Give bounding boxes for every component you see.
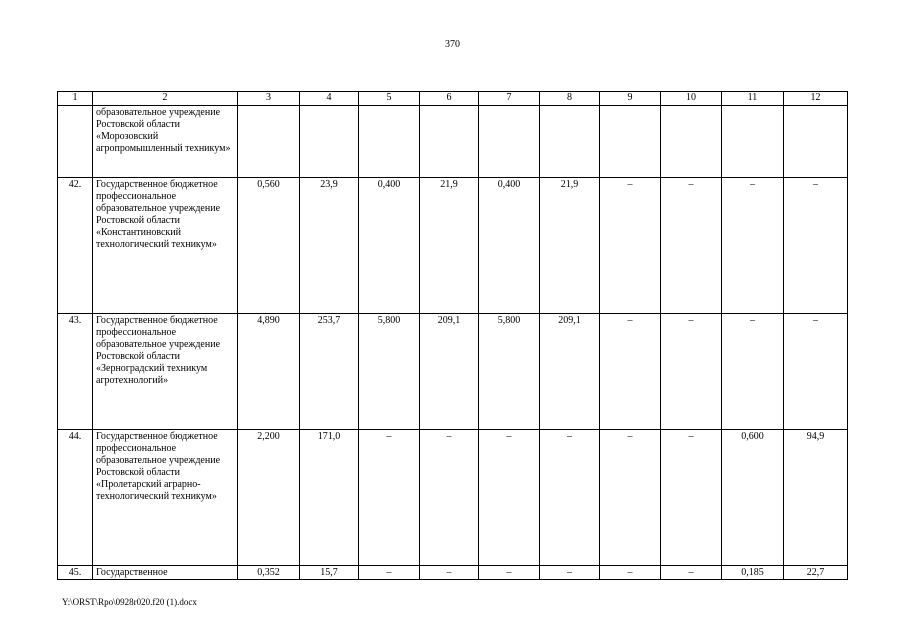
table-cell: 22,7 [784,566,848,580]
column-header: 2 [93,92,238,106]
table-row [58,178,848,314]
table-cell [359,106,420,178]
file-path-footer: Y:\ORST\Rpo\0928r020.f20 (1).docx [62,597,197,607]
table-cell: – [359,430,420,566]
table-cell: – [540,566,600,580]
table-cell: – [420,430,479,566]
table-cell: 171,0 [300,430,359,566]
table-cell: – [600,430,661,566]
table-cell [661,106,722,178]
column-header: 12 [784,92,848,106]
table-cell: 253,7 [300,314,359,430]
table-cell: – [661,314,722,430]
row-number: 44. [58,430,93,566]
column-header: 10 [661,92,722,106]
column-header: 4 [300,92,359,106]
table-cell [784,106,848,178]
table-cell: 23,9 [300,178,359,314]
table-cell: – [359,566,420,580]
table-cell: 0,600 [722,430,784,566]
table-row [58,430,848,566]
page-number: 370 [445,39,460,50]
table-row [58,106,848,178]
table-cell: – [722,314,784,430]
row-number [58,106,93,178]
column-header: 9 [600,92,661,106]
table-cell: 0,400 [479,178,540,314]
table-cell: – [600,314,661,430]
table-cell: – [420,566,479,580]
table-cell: 209,1 [420,314,479,430]
table-cell: 0,352 [238,566,300,580]
table-cell: 5,800 [479,314,540,430]
table-cell: 21,9 [540,178,600,314]
table-row [58,314,848,430]
table-cell: 2,200 [238,430,300,566]
table-cell [479,106,540,178]
row-number: 43. [58,314,93,430]
table-cell [238,106,300,178]
column-header: 6 [420,92,479,106]
table-cell: 0,560 [238,178,300,314]
row-number: 45. [58,566,93,580]
table-cell: 4,890 [238,314,300,430]
institution-name: Государственное [93,566,238,580]
institution-name: Государственное бюджетное профессиональное образовательное учреждение Ростовской области «Зерноградский техникум агротехнологий» [93,314,238,430]
table-cell: – [479,430,540,566]
column-header: 3 [238,92,300,106]
table-cell: 15,7 [300,566,359,580]
table-cell: – [540,430,600,566]
table-cell [540,106,600,178]
institution-name: Государственное бюджетное профессиональное образовательное учреждение Ростовской области «Константиновский технологический техникум» [93,178,238,314]
column-header: 8 [540,92,600,106]
table-cell: 0,400 [359,178,420,314]
column-header: 1 [58,92,93,106]
table-cell: – [784,314,848,430]
table-cell: – [661,178,722,314]
table-cell: – [661,566,722,580]
table-header-row [58,92,848,106]
institution-name: образовательное учреждение Ростовской области «Морозовский агропромышленный техникум» [93,106,238,178]
column-header: 11 [722,92,784,106]
table-cell: 0,185 [722,566,784,580]
table-cell [722,106,784,178]
table-row [58,566,848,580]
table-cell: – [784,178,848,314]
table-cell: 21,9 [420,178,479,314]
row-number: 42. [58,178,93,314]
column-header: 7 [479,92,540,106]
table-cell: 209,1 [540,314,600,430]
table-cell: – [661,430,722,566]
table-cell: – [600,178,661,314]
column-header: 5 [359,92,420,106]
table-cell [420,106,479,178]
table-cell: – [479,566,540,580]
table-cell: – [722,178,784,314]
table-cell: 94,9 [784,430,848,566]
institution-name: Государственное бюджетное профессиональное образовательное учреждение Ростовской области «Пролетарский аграрно-технологический техникум» [93,430,238,566]
table-cell [600,106,661,178]
table-cell [300,106,359,178]
table-cell: – [600,566,661,580]
table-cell: 5,800 [359,314,420,430]
data-table [57,91,848,580]
